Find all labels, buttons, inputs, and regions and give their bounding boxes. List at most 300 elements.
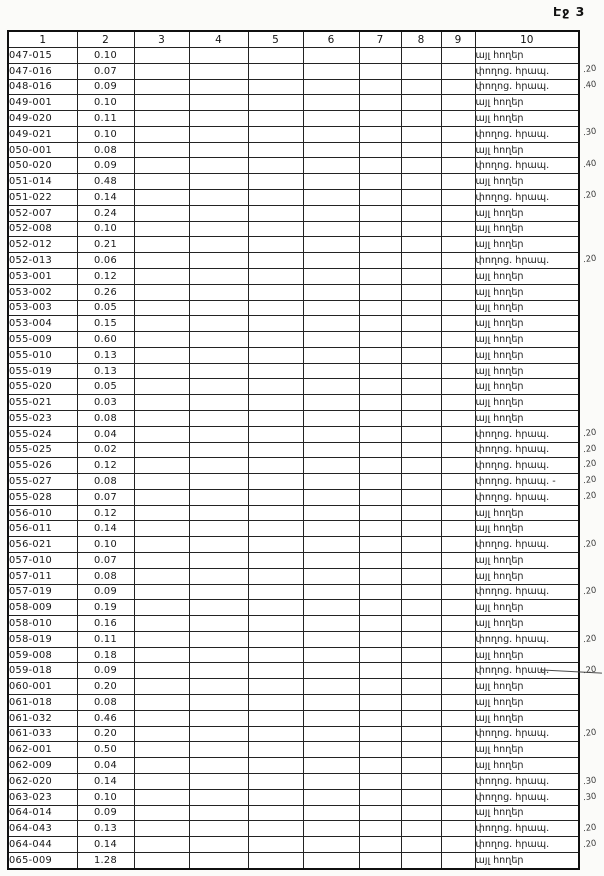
empty-cell (401, 600, 441, 616)
empty-cell (189, 410, 248, 426)
area-value-cell: 0.06 (77, 253, 134, 269)
empty-cell (134, 253, 189, 269)
table-row (8, 821, 579, 837)
empty-cell (134, 79, 189, 95)
empty-cell (248, 805, 303, 821)
empty-cell (303, 710, 359, 726)
empty-cell (248, 379, 303, 395)
area-value-cell: 0.13 (77, 363, 134, 379)
empty-cell (401, 710, 441, 726)
area-value-cell: 0.12 (77, 458, 134, 474)
empty-cell (401, 63, 441, 79)
land-type-cell: այլ հողեր (475, 221, 579, 237)
empty-cell (359, 347, 401, 363)
empty-cell (134, 174, 189, 190)
empty-cell (303, 284, 359, 300)
empty-cell (359, 710, 401, 726)
empty-cell (189, 237, 248, 253)
table-row (8, 631, 579, 647)
parcel-code-cell: 058-010 (8, 616, 77, 632)
empty-cell (134, 205, 189, 221)
empty-cell (401, 379, 441, 395)
empty-cell (441, 347, 475, 363)
land-type-cell: այլ հողեր (475, 48, 579, 64)
parcel-code-cell: 061-033 (8, 726, 77, 742)
empty-cell (134, 584, 189, 600)
table-row (8, 174, 579, 190)
empty-cell (134, 48, 189, 64)
parcel-code-cell: 055-009 (8, 332, 77, 348)
column-header: 1 (8, 31, 77, 48)
empty-cell (359, 553, 401, 569)
empty-cell (401, 442, 441, 458)
empty-cell (189, 837, 248, 853)
empty-cell (303, 316, 359, 332)
table-row (8, 95, 579, 111)
area-value-cell: 0.08 (77, 568, 134, 584)
area-value-cell: 0.04 (77, 426, 134, 442)
empty-cell (359, 426, 401, 442)
empty-cell (303, 237, 359, 253)
area-value-cell: 0.10 (77, 48, 134, 64)
empty-cell (189, 679, 248, 695)
table-row (8, 600, 579, 616)
table-row (8, 837, 579, 853)
area-value-cell: 0.12 (77, 268, 134, 284)
empty-cell (248, 758, 303, 774)
margin-note: .20 (582, 253, 598, 265)
table-row (8, 852, 579, 869)
area-value-cell: 0.07 (77, 63, 134, 79)
land-type-cell: այլ հողեր (475, 174, 579, 190)
land-type-cell: այլ հողեր (475, 852, 579, 869)
empty-cell (359, 126, 401, 142)
empty-cell (303, 300, 359, 316)
empty-cell (359, 789, 401, 805)
empty-cell (441, 316, 475, 332)
empty-cell (189, 379, 248, 395)
table-row (8, 568, 579, 584)
empty-cell (189, 742, 248, 758)
empty-cell (303, 347, 359, 363)
area-value-cell: 0.05 (77, 300, 134, 316)
empty-cell (359, 253, 401, 269)
land-type-cell: փողոց. հրապ. (475, 773, 579, 789)
empty-cell (134, 647, 189, 663)
empty-cell (303, 79, 359, 95)
empty-cell (248, 79, 303, 95)
parcel-code-cell: 062-009 (8, 758, 77, 774)
table-row (8, 553, 579, 569)
land-type-cell: այլ հողեր (475, 742, 579, 758)
empty-cell (303, 221, 359, 237)
table-row (8, 663, 579, 679)
margin-note: .40 (582, 79, 598, 91)
empty-cell (134, 95, 189, 111)
area-value-cell: 0.14 (77, 773, 134, 789)
empty-cell (248, 221, 303, 237)
empty-cell (248, 63, 303, 79)
land-type-cell: փողոց. հրապ. - (475, 474, 579, 490)
empty-cell (134, 679, 189, 695)
empty-cell (441, 852, 475, 869)
margin-note: .20 (582, 474, 598, 487)
empty-cell (359, 205, 401, 221)
area-value-cell: 0.07 (77, 553, 134, 569)
empty-cell (441, 300, 475, 316)
empty-cell (441, 458, 475, 474)
empty-cell (189, 710, 248, 726)
empty-cell (248, 142, 303, 158)
empty-cell (441, 221, 475, 237)
empty-cell (441, 426, 475, 442)
empty-cell (401, 190, 441, 206)
margin-note: .20 (582, 664, 598, 677)
empty-cell (134, 600, 189, 616)
area-value-cell: 0.03 (77, 395, 134, 411)
empty-cell (189, 663, 248, 679)
parcel-code-cell: 061-032 (8, 710, 77, 726)
empty-cell (134, 363, 189, 379)
empty-cell (359, 568, 401, 584)
table-row (8, 537, 579, 553)
empty-cell (189, 474, 248, 490)
empty-cell (441, 679, 475, 695)
land-type-cell: այլ հողեր (475, 111, 579, 127)
empty-cell (189, 347, 248, 363)
empty-cell (401, 426, 441, 442)
land-type-cell: այլ հողեր (475, 695, 579, 711)
parcel-code-cell: 053-001 (8, 268, 77, 284)
empty-cell (248, 600, 303, 616)
empty-cell (359, 773, 401, 789)
empty-cell (359, 79, 401, 95)
table-row (8, 347, 579, 363)
margin-note: .20 (582, 633, 598, 645)
area-value-cell: 0.08 (77, 142, 134, 158)
empty-cell (441, 410, 475, 426)
margin-note: .20 (582, 728, 598, 740)
empty-cell (401, 332, 441, 348)
empty-cell (189, 126, 248, 142)
parcel-code-cell: 056-021 (8, 537, 77, 553)
empty-cell (401, 221, 441, 237)
land-type-cell: փողոց. հրապ. (475, 126, 579, 142)
parcel-code-cell: 057-019 (8, 584, 77, 600)
empty-cell (401, 126, 441, 142)
empty-cell (134, 852, 189, 869)
parcel-code-cell: 055-021 (8, 395, 77, 411)
empty-cell (134, 695, 189, 711)
empty-cell (401, 347, 441, 363)
empty-cell (248, 726, 303, 742)
empty-cell (359, 663, 401, 679)
empty-cell (303, 773, 359, 789)
empty-cell (248, 126, 303, 142)
empty-cell (401, 758, 441, 774)
margin-note: .20 (582, 63, 598, 75)
empty-cell (134, 426, 189, 442)
parcel-table (7, 30, 580, 870)
table-row (8, 758, 579, 774)
empty-cell (303, 111, 359, 127)
empty-cell (248, 537, 303, 553)
parcel-code-cell: 055-024 (8, 426, 77, 442)
empty-cell (303, 363, 359, 379)
empty-cell (134, 821, 189, 837)
empty-cell (189, 253, 248, 269)
empty-cell (359, 458, 401, 474)
land-type-cell: այլ հողեր (475, 568, 579, 584)
land-type-cell: այլ հողեր (475, 363, 579, 379)
area-value-cell: 0.10 (77, 126, 134, 142)
empty-cell (401, 695, 441, 711)
empty-cell (248, 95, 303, 111)
area-value-cell: 0.26 (77, 284, 134, 300)
empty-cell (248, 158, 303, 174)
land-type-cell: այլ հողեր (475, 268, 579, 284)
empty-cell (359, 837, 401, 853)
empty-cell (134, 837, 189, 853)
column-header: 3 (134, 31, 189, 48)
empty-cell (134, 379, 189, 395)
empty-cell (303, 631, 359, 647)
table-row (8, 142, 579, 158)
empty-cell (189, 789, 248, 805)
empty-cell (248, 663, 303, 679)
empty-cell (248, 458, 303, 474)
empty-cell (134, 395, 189, 411)
empty-cell (401, 79, 441, 95)
empty-cell (189, 190, 248, 206)
land-type-cell: փողոց. հրապ. (475, 663, 579, 679)
land-type-cell: փողոց. հրապ. (475, 63, 579, 79)
empty-cell (248, 710, 303, 726)
parcel-code-cell: 053-003 (8, 300, 77, 316)
area-value-cell: 0.10 (77, 789, 134, 805)
parcel-code-cell: 052-008 (8, 221, 77, 237)
empty-cell (189, 631, 248, 647)
empty-cell (189, 111, 248, 127)
area-value-cell: 0.02 (77, 442, 134, 458)
empty-cell (248, 521, 303, 537)
area-value-cell: 0.15 (77, 316, 134, 332)
land-type-cell: փողոց. հրապ. (475, 190, 579, 206)
empty-cell (401, 584, 441, 600)
margin-note: .20 (582, 189, 598, 202)
empty-cell (189, 537, 248, 553)
empty-cell (189, 158, 248, 174)
empty-cell (303, 663, 359, 679)
empty-cell (248, 237, 303, 253)
land-type-cell: այլ հողեր (475, 95, 579, 111)
empty-cell (359, 174, 401, 190)
empty-cell (134, 300, 189, 316)
area-value-cell: 0.14 (77, 837, 134, 853)
empty-cell (441, 395, 475, 411)
table-row (8, 442, 579, 458)
empty-cell (303, 695, 359, 711)
empty-cell (359, 600, 401, 616)
empty-cell (441, 332, 475, 348)
table-row (8, 332, 579, 348)
empty-cell (401, 663, 441, 679)
empty-cell (248, 489, 303, 505)
column-header: 7 (359, 31, 401, 48)
margin-note: .30 (582, 775, 598, 788)
parcel-code-cell: 055-026 (8, 458, 77, 474)
parcel-code-cell: 062-001 (8, 742, 77, 758)
empty-cell (401, 537, 441, 553)
empty-cell (303, 600, 359, 616)
land-type-cell: փողոց. հրապ. (475, 821, 579, 837)
land-type-cell: այլ հողեր (475, 347, 579, 363)
margin-note: .20 (582, 838, 598, 851)
empty-cell (401, 363, 441, 379)
area-value-cell: 0.16 (77, 616, 134, 632)
parcel-code-cell: 051-022 (8, 190, 77, 206)
empty-cell (303, 726, 359, 742)
empty-cell (189, 221, 248, 237)
empty-cell (303, 205, 359, 221)
table-row (8, 742, 579, 758)
parcel-code-cell: 055-023 (8, 410, 77, 426)
empty-cell (248, 363, 303, 379)
empty-cell (303, 142, 359, 158)
empty-cell (303, 426, 359, 442)
empty-cell (303, 379, 359, 395)
empty-cell (189, 489, 248, 505)
empty-cell (189, 647, 248, 663)
empty-cell (303, 758, 359, 774)
empty-cell (134, 553, 189, 569)
empty-cell (303, 537, 359, 553)
empty-cell (441, 647, 475, 663)
empty-cell (248, 300, 303, 316)
empty-cell (248, 568, 303, 584)
empty-cell (134, 332, 189, 348)
empty-cell (134, 568, 189, 584)
empty-cell (248, 631, 303, 647)
empty-cell (441, 789, 475, 805)
empty-cell (134, 410, 189, 426)
empty-cell (248, 852, 303, 869)
empty-cell (134, 789, 189, 805)
land-type-cell: փողոց. հրապ. (475, 158, 579, 174)
empty-cell (189, 316, 248, 332)
empty-cell (359, 537, 401, 553)
empty-cell (359, 474, 401, 490)
column-header: 10 (475, 31, 579, 48)
empty-cell (303, 679, 359, 695)
table-row (8, 158, 579, 174)
land-type-cell: այլ հողեր (475, 616, 579, 632)
empty-cell (359, 284, 401, 300)
empty-cell (441, 379, 475, 395)
table-row (8, 205, 579, 221)
empty-cell (401, 316, 441, 332)
empty-cell (189, 584, 248, 600)
empty-cell (401, 805, 441, 821)
empty-cell (303, 584, 359, 600)
empty-cell (189, 852, 248, 869)
empty-cell (189, 363, 248, 379)
empty-cell (303, 158, 359, 174)
empty-cell (189, 758, 248, 774)
area-value-cell: 0.09 (77, 79, 134, 95)
parcel-code-cell: 055-019 (8, 363, 77, 379)
parcel-code-cell: 059-018 (8, 663, 77, 679)
empty-cell (134, 726, 189, 742)
empty-cell (359, 190, 401, 206)
empty-cell (401, 300, 441, 316)
empty-cell (441, 805, 475, 821)
table-row (8, 126, 579, 142)
empty-cell (303, 126, 359, 142)
empty-cell (134, 521, 189, 537)
area-value-cell: 0.09 (77, 805, 134, 821)
table-header-row (8, 31, 579, 48)
empty-cell (441, 821, 475, 837)
empty-cell (248, 505, 303, 521)
empty-cell (441, 111, 475, 127)
parcel-code-cell: 055-020 (8, 379, 77, 395)
margin-note: .20 (582, 443, 598, 455)
empty-cell (401, 458, 441, 474)
empty-cell (189, 616, 248, 632)
empty-cell (134, 111, 189, 127)
empty-cell (441, 631, 475, 647)
empty-cell (401, 521, 441, 537)
table-row (8, 79, 579, 95)
empty-cell (441, 253, 475, 269)
empty-cell (401, 679, 441, 695)
empty-cell (359, 821, 401, 837)
empty-cell (189, 284, 248, 300)
margin-note: .20 (582, 538, 598, 550)
empty-cell (401, 48, 441, 64)
empty-cell (359, 111, 401, 127)
empty-cell (401, 410, 441, 426)
empty-cell (248, 111, 303, 127)
table-row (8, 237, 579, 253)
table-row (8, 316, 579, 332)
empty-cell (134, 458, 189, 474)
empty-cell (248, 584, 303, 600)
empty-cell (441, 758, 475, 774)
empty-cell (134, 347, 189, 363)
empty-cell (401, 205, 441, 221)
land-type-cell: փողոց. հրապ. (475, 631, 579, 647)
empty-cell (248, 190, 303, 206)
empty-cell (359, 442, 401, 458)
land-type-cell: այլ հողեր (475, 300, 579, 316)
empty-cell (189, 521, 248, 537)
land-type-cell: այլ հողեր (475, 505, 579, 521)
empty-cell (359, 584, 401, 600)
empty-cell (134, 616, 189, 632)
area-value-cell: 0.05 (77, 379, 134, 395)
empty-cell (248, 253, 303, 269)
empty-cell (401, 837, 441, 853)
parcel-code-cell: 053-004 (8, 316, 77, 332)
parcel-code-cell: 052-013 (8, 253, 77, 269)
empty-cell (441, 126, 475, 142)
empty-cell (401, 742, 441, 758)
empty-cell (303, 505, 359, 521)
column-header: 5 (248, 31, 303, 48)
empty-cell (189, 805, 248, 821)
